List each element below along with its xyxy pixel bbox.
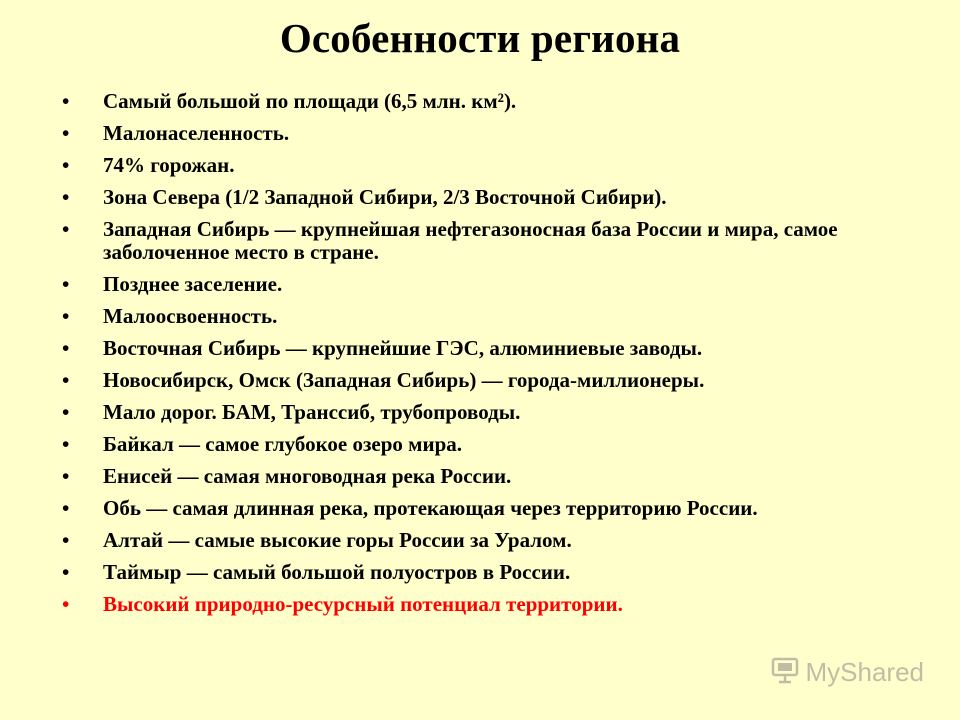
bullet-icon: • (62, 185, 70, 209)
bullet-text: Малонаселенность. (103, 121, 290, 145)
bullet-icon: • (62, 528, 70, 552)
bullet-item (62, 561, 892, 584)
bullet-item (62, 433, 892, 456)
bullet-text: Самый большой по площади (6,5 млн. км²). (103, 89, 517, 113)
bullet-icon: • (62, 560, 70, 584)
bullet-text: Восточная Сибирь — крупнейшие ГЭС, алюминиевые заводы. (103, 336, 703, 360)
bullet-icon: • (62, 217, 70, 241)
bullet-icon: • (62, 400, 70, 424)
bullet-item (62, 401, 892, 424)
bullet-item (62, 497, 892, 520)
bullet-text: Западная Сибирь — крупнейшая нефтегазоносная база России и мира, самое заболоченное место в стране. (103, 217, 838, 264)
bullet-item (62, 465, 892, 488)
bullet-item (62, 122, 892, 145)
bullet-item (62, 90, 892, 113)
bullet-item (62, 273, 892, 296)
bullet-item (62, 337, 892, 360)
watermark-text: MyShared (805, 657, 924, 687)
bullet-text: Малоосвоенность. (103, 304, 278, 328)
bullet-text: Алтай — самые высокие горы России за Уралом. (103, 528, 572, 552)
bullet-icon: • (62, 89, 70, 113)
bullet-icon: • (62, 464, 70, 488)
bullet-icon: • (62, 432, 70, 456)
bullet-text: Таймыр — самый большой полуостров в России. (103, 560, 571, 584)
bullet-text: Зона Севера (1/2 Западной Сибири, 2/3 Восточной Сибири). (103, 185, 667, 209)
bullet-item (62, 154, 892, 177)
bullet-item (62, 529, 892, 552)
bullet-text: Енисей — самая многоводная река России. (103, 464, 512, 488)
presentation-board-icon (770, 655, 800, 690)
bullet-text: Обь — самая длинная река, протекающая через территорию России. (103, 496, 758, 520)
bullet-icon: • (62, 368, 70, 392)
slide-title: Особенности региона (279, 15, 681, 61)
bullet-text: Мало дорог. БАМ, Транссиб, трубопроводы. (103, 400, 521, 424)
bullet-item (62, 369, 892, 392)
bullet-icon: • (62, 153, 70, 177)
bullet-item (62, 218, 892, 264)
bullet-icon: • (62, 272, 70, 296)
bullet-text: 74% горожан. (103, 153, 235, 177)
bullet-icon: • (62, 304, 70, 328)
bullet-item (62, 186, 892, 209)
bullet-icon: • (62, 121, 70, 145)
bullet-item-highlight (62, 593, 892, 616)
bullet-text: Позднее заселение. (103, 272, 283, 296)
bullet-item (62, 305, 892, 328)
bullet-icon: • (62, 592, 70, 616)
bullet-text: Байкал — самое глубокое озеро мира. (103, 432, 463, 456)
bullet-text: Новосибирск, Омск (Западная Сибирь) — города-миллионеры. (103, 368, 705, 392)
bullet-icon: • (62, 496, 70, 520)
bullet-text: Высокий природно-ресурсный потенциал территории. (103, 592, 623, 616)
bullet-list (62, 90, 892, 625)
watermark (770, 655, 925, 690)
bullet-icon: • (62, 336, 70, 360)
